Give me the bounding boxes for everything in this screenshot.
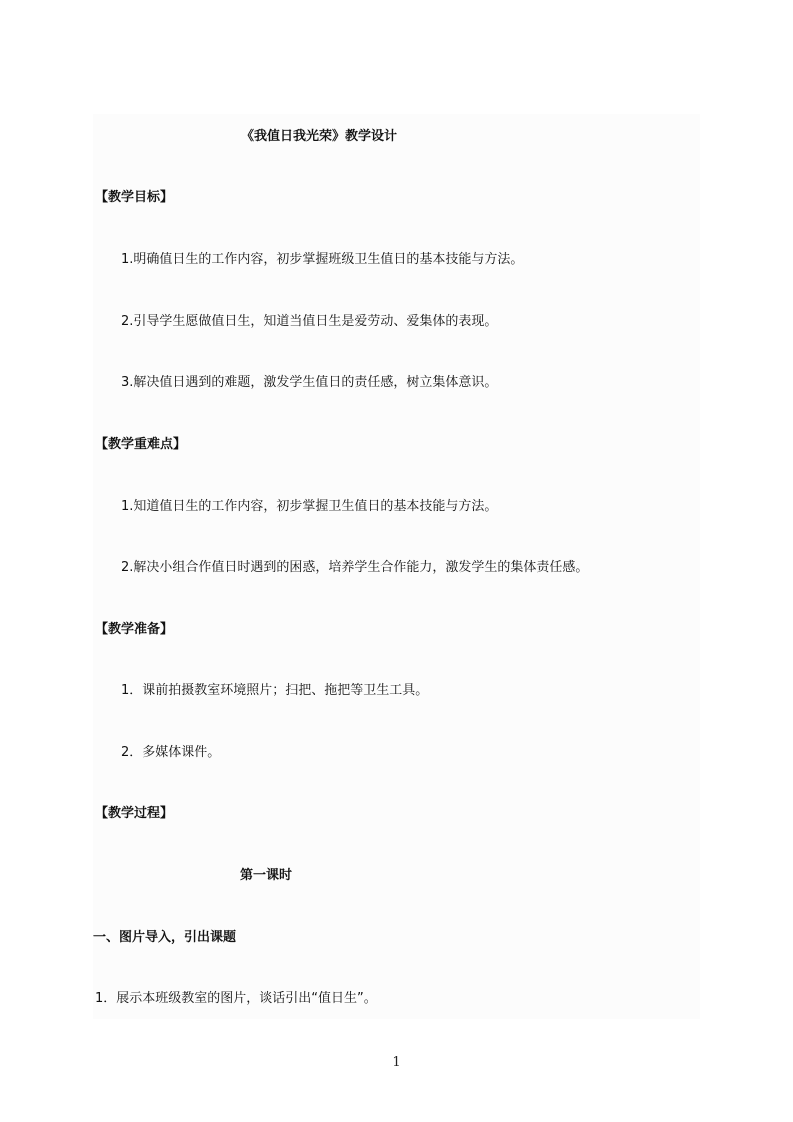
process-step-item: 1．展示本班级教室的图片，谈话引出“值日生”。: [95, 991, 377, 1006]
objective-item: 3.解决值日遇到的难题，激发学生值日的责任感，树立集体意识。: [121, 375, 498, 390]
objective-item: 1.明确值日生的工作内容，初步掌握班级卫生值日的基本技能与方法。: [121, 252, 524, 267]
section-heading-process: 【教学过程】: [95, 806, 174, 821]
key-point-item: 2.解决小组合作值日时遇到的困惑，培养学生合作能力，激发学生的集体责任感。: [121, 560, 589, 575]
section-heading-key-points: 【教学重难点】: [95, 437, 187, 452]
section-heading-objectives: 【教学目标】: [95, 190, 174, 205]
lesson-label: 第一课时: [240, 868, 293, 883]
page-number: 1: [392, 1055, 401, 1070]
preparation-item: 1．课前拍摄教室环境照片；扫把、拖把等卫生工具。: [121, 683, 429, 698]
section-heading-preparation: 【教学准备】: [95, 622, 174, 637]
key-point-item: 1.知道值日生的工作内容，初步掌握卫生值日的基本技能与方法。: [121, 499, 498, 514]
objective-item: 2.引导学生愿做值日生，知道当值日生是爱劳动、爱集体的表现。: [121, 314, 498, 329]
preparation-item: 2．多媒体课件。: [121, 745, 221, 760]
document-title: 《我值日我光荣》教学设计: [241, 129, 398, 144]
process-step-title: 一、图片导入，引出课题: [93, 930, 237, 945]
